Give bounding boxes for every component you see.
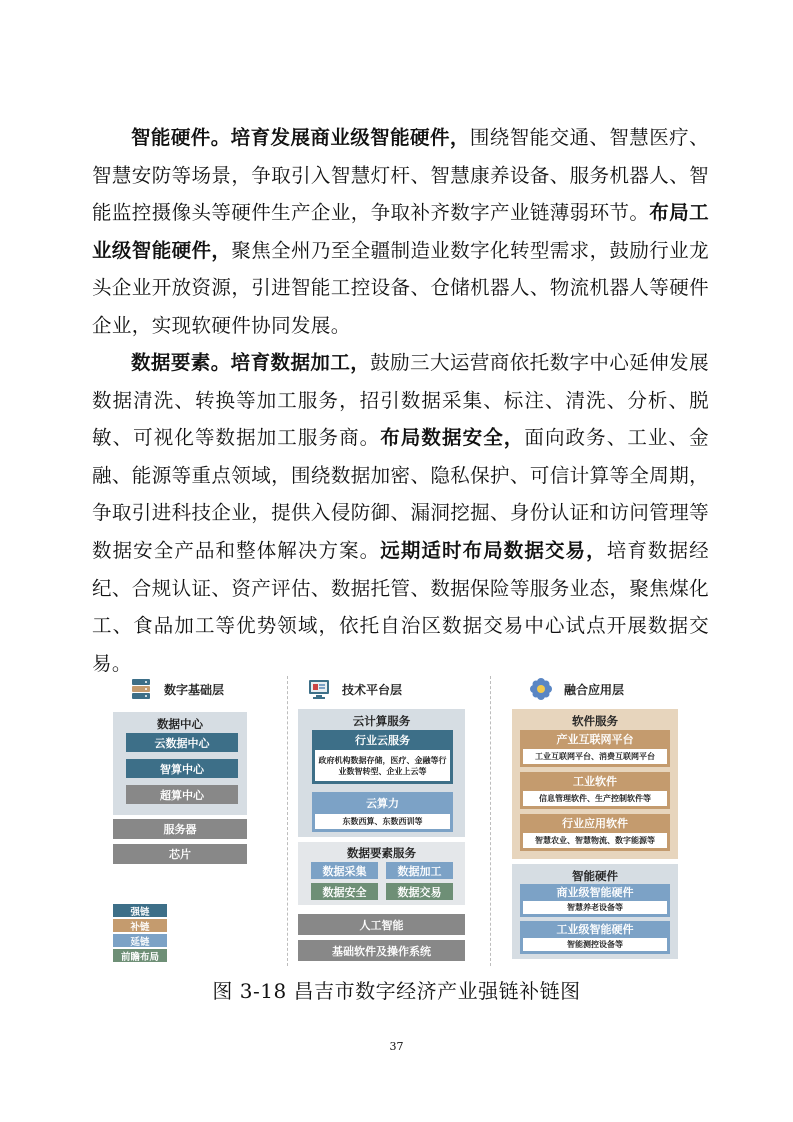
industrial-software-label: 工业软件	[573, 775, 617, 788]
body-text: 培育数据经纪、合规认证、资产评估、数据托管、数据保险等服务业态，聚焦煤化工、食品加工等优势领域，依托自治区数据交易中心试点开展数据交易。	[92, 538, 709, 675]
data-process-box: 数据加工	[386, 862, 453, 879]
legend-future: 前瞻布局	[113, 949, 167, 962]
data-trade-box: 数据交易	[386, 883, 453, 900]
server-box: 服务器	[113, 819, 247, 839]
app-software-label: 行业应用软件	[562, 817, 628, 830]
bold-phrase: 数据要素。培育数据加工，	[131, 351, 371, 374]
industrial-hardware-desc: 智能测控设备等	[523, 938, 667, 951]
data-service-title: 数据要素服务	[347, 846, 416, 860]
data-center-title: 数据中心	[157, 717, 203, 731]
data-collect-box: 数据采集	[311, 862, 378, 879]
body-text: 鼓励三大运营商依托数字中心延伸发展数据清洗、转换等加工服务，招引数据采集、标注、清洗、分析、脱敏、可视化等数据加工服务商。	[92, 351, 709, 450]
cloud-service-title: 云计算服务	[352, 714, 411, 728]
layer-title: 融合应用层	[564, 682, 625, 697]
business-hardware-desc: 智慧养老设备等	[523, 901, 667, 914]
industry-cloud-label: 行业云服务	[355, 734, 410, 747]
base-software-box: 基础软件及操作系统	[298, 940, 465, 961]
ai-box: 人工智能	[298, 914, 465, 935]
bold-phrase: 布局数据安全，	[380, 426, 525, 450]
gear-flower-icon	[528, 676, 554, 702]
software-service-title: 软件服务	[572, 714, 618, 728]
figure-caption: 图 3-18 昌吉市数字经济产业强链补链图	[212, 979, 581, 1003]
industrial-hardware-label: 工业级智能硬件	[556, 923, 634, 936]
cloud-data-center-box: 云数据中心	[126, 733, 238, 752]
page-number: 37	[389, 1040, 404, 1053]
bold-phrase: 远期适时布局数据交易，	[380, 538, 607, 562]
bold-phrase: 智能硬件。培育发展商业级智能硬件，	[131, 126, 470, 149]
iip-label: 产业互联网平台	[556, 733, 634, 746]
legend-extend: 延链	[113, 934, 167, 947]
column-divider	[490, 676, 491, 966]
super-center-box: 超算中心	[126, 785, 238, 804]
iip-desc: 工业互联网平台、消费互联网平台	[523, 749, 667, 764]
chip-box: 芯片	[113, 844, 247, 864]
data-security-box: 数据安全	[311, 883, 378, 900]
industrial-software-desc: 信息管理软件、生产控制软件等	[523, 791, 667, 806]
industry-chain-diagram	[108, 672, 688, 970]
paragraph-data-elements	[92, 344, 709, 682]
layer-title: 技术平台层	[342, 682, 403, 697]
compute-label: 云算力	[366, 796, 399, 810]
smart-hardware-title: 智能硬件	[572, 869, 618, 883]
bold-phrase: 布局工业级智能硬件，	[92, 201, 710, 262]
body-text: 围绕智能交通、智慧医疗、智慧安防等场景，争取引入智慧灯杆、智慧康养设备、服务机器人、智能监控摄像头等硬件生产企业，争取补齐数字产业链薄弱环节。	[92, 126, 709, 225]
layer-title: 数字基础层	[164, 682, 225, 697]
body-text: 聚焦全州乃至全疆制造业数字化转型需求，鼓励行业龙头企业开放资源，引进智能工控设备、仓储机器人、物流机器人等硬件企业，实现软硬件协同发展。	[92, 238, 709, 337]
server-rack-icon	[128, 676, 154, 702]
app-software-desc: 智慧农业、智慧物流、数字能源等	[523, 833, 667, 848]
column-divider	[287, 676, 288, 966]
ai-center-box: 智算中心	[126, 759, 238, 778]
layer-header-app	[528, 674, 624, 704]
compute-desc: 东数西算、东数西训等	[315, 814, 450, 829]
layer-header-basic	[128, 674, 224, 704]
paragraph-smart-hardware	[92, 119, 709, 345]
legend-supplement: 补链	[113, 919, 167, 932]
legend-strong: 强链	[113, 904, 167, 917]
layer-header-platform	[306, 674, 402, 704]
industry-cloud-desc: 政府机构数据存储，医疗、金融等行业数智转型、企业上云等	[315, 750, 450, 781]
monitor-icon	[306, 676, 332, 702]
business-hardware-label: 商业级智能硬件	[556, 886, 634, 899]
body-text: 面向政务、工业、金融、能源等重点领域，围绕数据加密、隐私保护、可信计算等全周期，争取引进科技企业，提供入侵防御、漏洞挖掘、身份认证和访问管理等数据安全产品和整体解决方案。	[92, 426, 709, 562]
